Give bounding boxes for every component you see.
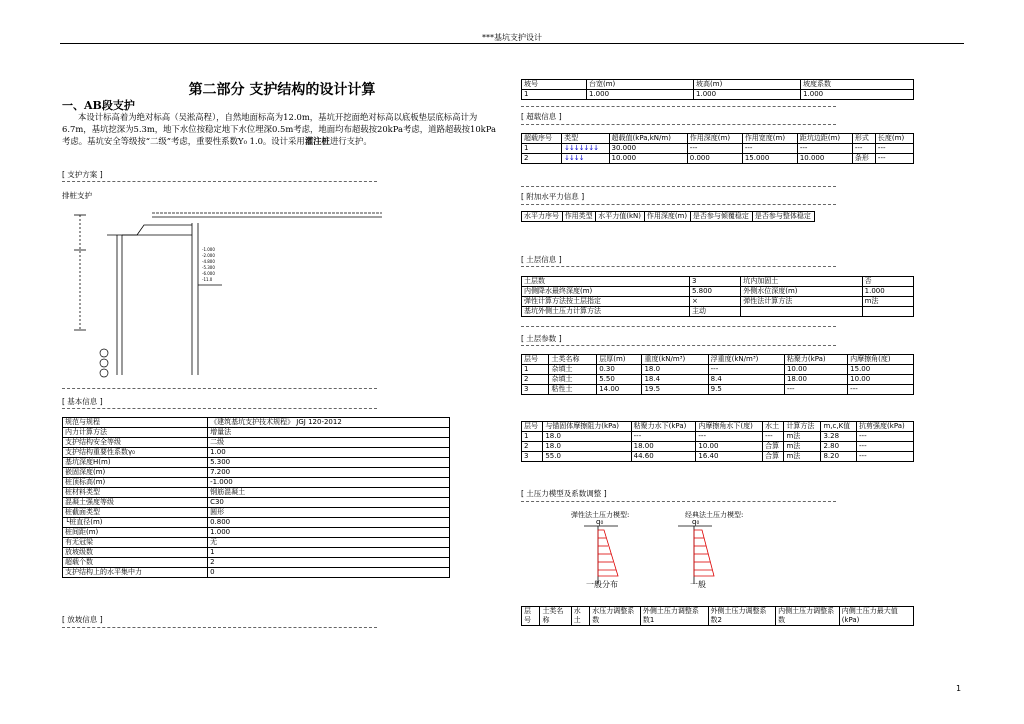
- table-cell: 0.800: [208, 518, 450, 528]
- table-cell: ---: [708, 365, 784, 375]
- divider: [521, 124, 836, 125]
- table-cell: 弹性计算方法按土层指定: [522, 297, 690, 307]
- table-row: [522, 144, 914, 154]
- table-cell: 1: [208, 548, 450, 558]
- table-cell: 超载值(kPa,kN/m): [609, 134, 687, 144]
- table-cell: 杂填土: [549, 375, 597, 385]
- q0-label: q₀: [692, 518, 700, 526]
- table-cell: 1: [522, 365, 549, 375]
- table-cell: 10.000: [609, 154, 687, 164]
- table-cell: 水土: [571, 607, 589, 626]
- part-title: 第二部分 支护结构的设计计算: [188, 82, 376, 98]
- table-cell: 是否参与整体稳定: [752, 212, 814, 222]
- table-cell: 9.5: [708, 385, 784, 395]
- soil-param-table: [521, 354, 914, 395]
- horizontal-force-table: [521, 211, 815, 222]
- table-cell: 层号: [522, 422, 543, 432]
- soil-info-table: [521, 276, 914, 317]
- table-cell: 抗剪强度(kPa): [857, 422, 914, 432]
- table-row: [63, 468, 450, 478]
- table-cell: 2: [208, 558, 450, 568]
- table-cell: ×: [689, 297, 740, 307]
- table-cell: 5.800: [689, 287, 740, 297]
- table-cell: 有无冠梁: [63, 538, 208, 548]
- table-cell: 超载序号: [522, 134, 562, 144]
- table-cell: 坡高(m): [694, 80, 801, 90]
- table-row: [63, 528, 450, 538]
- table-cell: ---: [784, 385, 847, 395]
- svg-text:-1.000: -1.000: [202, 247, 215, 252]
- table-cell: 1.000: [801, 90, 914, 100]
- table-row: [63, 438, 450, 448]
- table-cell: ---: [852, 144, 875, 154]
- table-cell: C30: [208, 498, 450, 508]
- table-cell: 层号: [522, 355, 549, 365]
- table-cell: 10.000: [797, 154, 852, 164]
- divider: [62, 388, 377, 389]
- table-cell: 《建筑基坑支护技术规程》 JGJ 120-2012: [208, 418, 450, 428]
- classic-model-label: 经典法土压力模型:: [685, 511, 744, 519]
- table-row: [522, 375, 914, 385]
- table-cell: ---: [687, 144, 742, 154]
- table-cell: -1.000: [208, 478, 450, 488]
- table-header-row: [522, 422, 914, 432]
- table-cell: 3: [522, 385, 549, 395]
- table-cell: 浮重度(kN/m³): [708, 355, 784, 365]
- table-row: [63, 538, 450, 548]
- table-header-row: [522, 80, 914, 90]
- divider: [521, 326, 836, 327]
- table-cell: 弹性法计算方法: [741, 297, 862, 307]
- svg-text:-4.800: -4.800: [202, 259, 215, 264]
- table-cell: 16.40: [696, 452, 763, 462]
- divider: [521, 106, 836, 107]
- paragraph-main: 本设计标高着为绝对标高（吴淞高程），自然地面标高为12.0m，基坑开挖面绝对标高以底板垫层底标高计为6.7m，基坑挖深为5.3m，地下水位按稳定地下水位埋深0.5m考虑，地面均布超载按20kPa考虑，道路超载按10kPa考虑。基坑安全等级按“二级”考虑，重要性系数Y₀ 1.0。设计采用: [62, 112, 496, 146]
- scheme-caption: 排桩支护: [62, 191, 92, 200]
- table-cell: 2.80: [821, 442, 857, 452]
- surcharge-heading: [ 超载信息 ]: [521, 112, 562, 121]
- section-title: 一、AB段支护: [62, 99, 135, 112]
- table-cell: 杂填土: [549, 365, 597, 375]
- table-row: [63, 568, 450, 578]
- table-cell: 5.300: [208, 458, 450, 468]
- svg-text:-6.000: -6.000: [202, 271, 215, 276]
- scheme-heading: [ 支护方案 ]: [62, 170, 103, 179]
- basic-info-table: [62, 417, 450, 578]
- table-cell: m法: [784, 432, 821, 442]
- table-cell: 规范与规程: [63, 418, 208, 428]
- table-cell: 14.00: [597, 385, 642, 395]
- table-cell: 0.000: [687, 154, 742, 164]
- table-cell: 2: [522, 154, 562, 164]
- table-cell: 放坡级数: [63, 548, 208, 558]
- table-cell: 基坑深度H(m): [63, 458, 208, 468]
- table-row: [63, 558, 450, 568]
- q0-label: q₀: [596, 518, 604, 526]
- table-cell: 无: [208, 538, 450, 548]
- table-row: [522, 277, 914, 287]
- table-cell: [562, 154, 609, 164]
- table-cell: 18.0: [543, 442, 631, 452]
- table-cell: 支护结构安全等级: [63, 438, 208, 448]
- table-cell: 内摩擦角水下(度): [696, 422, 763, 432]
- divider: [521, 266, 836, 267]
- table-cell: 0.30: [597, 365, 642, 375]
- table-row: [522, 90, 914, 100]
- table-cell: 19.5: [642, 385, 708, 395]
- pile-diagram: [62, 195, 382, 380]
- slope-info-heading: [ 放坡信息 ]: [62, 615, 103, 624]
- table-cell: 3: [689, 277, 740, 287]
- table-cell: 作用宽度(m): [742, 134, 797, 144]
- table-row: [63, 498, 450, 508]
- table-cell: 1.00: [208, 448, 450, 458]
- table-cell: 18.00: [631, 442, 696, 452]
- soil-param-table-2: [521, 421, 914, 462]
- table-cell: 坑内加固土: [741, 277, 862, 287]
- table-cell: 1: [522, 432, 543, 442]
- surcharge-table: [521, 133, 914, 164]
- table-cell: 层号: [522, 607, 540, 626]
- table-header-row: [522, 134, 914, 144]
- table-cell: 8.4: [708, 375, 784, 385]
- table-cell: ---: [797, 144, 852, 154]
- table-header-row: [522, 355, 914, 365]
- table-cell: 坡号: [522, 80, 587, 90]
- header-rule: [60, 43, 964, 44]
- table-cell: 3: [522, 452, 543, 462]
- divider: [521, 186, 836, 187]
- uniform-load-icon: ↓↓↓↓↓↓↓: [564, 144, 599, 152]
- divider: [62, 181, 377, 182]
- table-cell: 外侧水位深度(m): [741, 287, 862, 297]
- table-cell: ---: [875, 144, 913, 154]
- table-cell: 合算: [763, 452, 784, 462]
- paragraph-tail: 进行支护。: [329, 136, 372, 146]
- strip-load-icon: ↓↓↓↓: [564, 154, 584, 162]
- table-cell: 5.50: [597, 375, 642, 385]
- table-cell: 内侧降水最终深度(m): [522, 287, 690, 297]
- page-number: 1: [956, 684, 962, 693]
- table-cell: 8.20: [821, 452, 857, 462]
- table-row: [522, 287, 914, 297]
- table-cell: 1.000: [862, 287, 913, 297]
- table-cell: 1: [522, 144, 562, 154]
- soil-param-heading: [ 土层参数 ]: [521, 334, 562, 343]
- table-cell: 水压力调整系数: [590, 607, 641, 626]
- table-cell: 超载个数: [63, 558, 208, 568]
- basic-info-heading: [ 基本信息 ]: [62, 397, 103, 406]
- table-cell: ---: [857, 442, 914, 452]
- elastic-model-label: 弹性法土压力模型:: [571, 511, 630, 519]
- table-cell: [862, 307, 913, 317]
- table-cell: ---: [857, 452, 914, 462]
- table-cell: 15.00: [848, 365, 914, 375]
- table-cell: 18.00: [784, 375, 847, 385]
- table-cell: 坡度系数: [801, 80, 914, 90]
- table-row: [522, 452, 914, 462]
- table-row: [63, 478, 450, 488]
- svg-text:-2.000: -2.000: [202, 253, 215, 258]
- table-cell: 粘聚力(kPa): [784, 355, 847, 365]
- table-cell: 2: [522, 442, 543, 452]
- paragraph-bold: 灌注桩: [304, 136, 330, 146]
- table-cell: m法: [862, 297, 913, 307]
- soil-info-heading: [ 土层信息 ]: [521, 255, 562, 264]
- table-cell: 支护结构上的水平集中力: [63, 568, 208, 578]
- table-cell: 10.00: [784, 365, 847, 375]
- table-cell: 台宽(m): [587, 80, 694, 90]
- divider: [521, 345, 836, 346]
- table-cell: m,c,K值: [821, 422, 857, 432]
- table-cell: m法: [784, 452, 821, 462]
- table-row: [63, 488, 450, 498]
- table-cell: 1: [522, 90, 587, 100]
- table-cell: ---: [848, 385, 914, 395]
- table-cell: 基坑外侧土压力计算方法: [522, 307, 690, 317]
- table-cell: 水平力序号: [522, 212, 563, 222]
- table-cell: 15.000: [742, 154, 797, 164]
- table-cell: 土类名称: [540, 607, 571, 626]
- elastic-caption: 一般分布: [586, 580, 618, 589]
- table-cell: 外侧土压力调整系数2: [708, 607, 776, 626]
- table-cell: 1.000: [208, 528, 450, 538]
- page-header: ***基坑支护设计: [482, 33, 542, 42]
- table-cell: 7.200: [208, 468, 450, 478]
- table-cell: 桩材料类型: [63, 488, 208, 498]
- table-cell: 类型: [562, 134, 609, 144]
- table-cell: 钢筋混凝土: [208, 488, 450, 498]
- divider: [521, 204, 836, 205]
- table-cell: 桩顶标高(m): [63, 478, 208, 488]
- table-cell: 否: [862, 277, 913, 287]
- table-cell: 30.000: [609, 144, 687, 154]
- table-cell: [562, 144, 609, 154]
- table-cell: 水土: [763, 422, 784, 432]
- table-cell: 桩截面类型: [63, 508, 208, 518]
- table-cell: 二级: [208, 438, 450, 448]
- table-cell: 1.000: [694, 90, 801, 100]
- table-row: [63, 508, 450, 518]
- table-cell: 土层数: [522, 277, 690, 287]
- table-row: [522, 297, 914, 307]
- table-cell: 10.00: [848, 375, 914, 385]
- table-row: [522, 432, 914, 442]
- table-cell: 形式: [852, 134, 875, 144]
- coef-table: [521, 606, 914, 626]
- table-header-row: [522, 607, 914, 626]
- table-cell: 55.0: [543, 452, 631, 462]
- table-cell: 外侧土压力调整系数1: [640, 607, 708, 626]
- table-cell: 内侧土压力最大值(kPa): [839, 607, 913, 626]
- table-cell: 18.0: [642, 365, 708, 375]
- table-cell: 重度(kN/m³): [642, 355, 708, 365]
- table-cell: 1.000: [587, 90, 694, 100]
- table-cell: [741, 307, 862, 317]
- table-row: [63, 428, 450, 438]
- table-cell: 合算: [763, 442, 784, 452]
- table-cell: 0: [208, 568, 450, 578]
- table-cell: 10.00: [696, 442, 763, 452]
- horizontal-force-heading: [ 附加水平力信息 ]: [521, 192, 585, 201]
- table-cell: 44.60: [631, 452, 696, 462]
- table-cell: 与锚固体摩擦阻力(kPa): [543, 422, 631, 432]
- table-row: [522, 154, 914, 164]
- table-cell: 2: [522, 375, 549, 385]
- table-row: [63, 548, 450, 558]
- table-cell: 内力计算方法: [63, 428, 208, 438]
- table-cell: 作用深度(m): [687, 134, 742, 144]
- table-row: [63, 448, 450, 458]
- table-cell: ---: [857, 432, 914, 442]
- table-cell: 桩间距(m): [63, 528, 208, 538]
- table-cell: ---: [742, 144, 797, 154]
- table-cell: 层厚(m): [597, 355, 642, 365]
- table-row: [522, 442, 914, 452]
- svg-text:-5.300: -5.300: [202, 265, 215, 270]
- table-cell: 距坑边距(m): [797, 134, 852, 144]
- table-cell: 嵌固深度(m): [63, 468, 208, 478]
- table-cell: 3.28: [821, 432, 857, 442]
- pressure-heading: [ 土压力模型及系数调整 ]: [521, 489, 607, 498]
- table-header-row: [522, 212, 815, 222]
- slope-table: [521, 79, 914, 100]
- table-cell: ---: [696, 432, 763, 442]
- table-cell: 条形: [852, 154, 875, 164]
- table-row: [522, 307, 914, 317]
- table-cell: 长度(m): [875, 134, 913, 144]
- table-cell: 支护结构重要性系数γ₀: [63, 448, 208, 458]
- table-cell: 混凝土强度等级: [63, 498, 208, 508]
- table-cell: ---: [875, 154, 913, 164]
- table-row: [522, 365, 914, 375]
- table-cell: 作用深度(m): [644, 212, 690, 222]
- table-cell: 粘聚力水下(kPa): [631, 422, 696, 432]
- table-cell: └桩直径(m): [63, 518, 208, 528]
- table-cell: 计算方法: [784, 422, 821, 432]
- table-cell: 是否参与倾覆稳定: [690, 212, 752, 222]
- table-row: [63, 418, 450, 428]
- table-cell: 作用类型: [562, 212, 596, 222]
- table-row: [63, 518, 450, 528]
- table-cell: m法: [784, 442, 821, 452]
- table-cell: 内摩擦角(度): [848, 355, 914, 365]
- table-cell: 粘性土: [549, 385, 597, 395]
- table-row: [522, 385, 914, 395]
- table-cell: 土类名称: [549, 355, 597, 365]
- svg-text:-11.0: -11.0: [202, 277, 213, 282]
- table-cell: 水平力值(kN): [596, 212, 645, 222]
- table-cell: 圆形: [208, 508, 450, 518]
- table-cell: ---: [631, 432, 696, 442]
- classic-caption: 一般: [690, 580, 706, 589]
- table-cell: 18.4: [642, 375, 708, 385]
- table-cell: 主动: [689, 307, 740, 317]
- divider: [62, 408, 377, 409]
- table-cell: 增量法: [208, 428, 450, 438]
- table-row: [63, 458, 450, 468]
- divider: [62, 627, 377, 628]
- table-cell: 内侧土压力调整系数: [776, 607, 840, 626]
- table-cell: ---: [763, 432, 784, 442]
- table-cell: 18.0: [543, 432, 631, 442]
- intro-paragraph: [62, 111, 502, 147]
- divider: [521, 501, 836, 502]
